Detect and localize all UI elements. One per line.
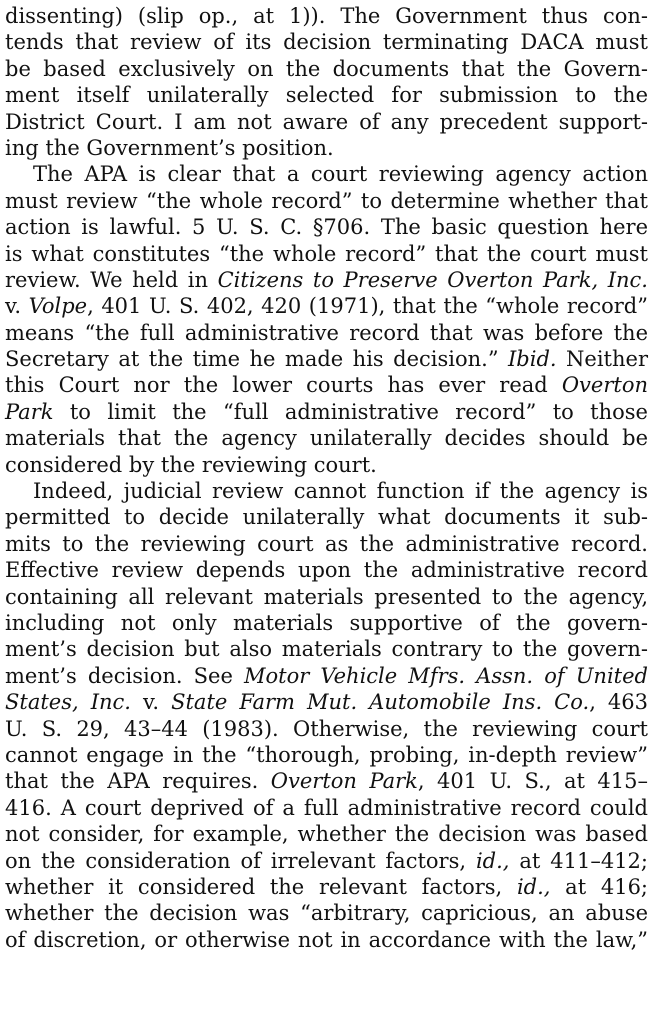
text-run: The APA is clear that a court reviewing agency action bbox=[33, 162, 648, 187]
text-line bbox=[5, 478, 648, 504]
italic-citation: State Farm Mut. Automobile Ins. Co. bbox=[171, 690, 590, 715]
text-run: , 401 U. S. 402, 420 (1971), that the “whole record” bbox=[87, 294, 648, 319]
italic-citation: id., bbox=[516, 874, 551, 899]
text-run: whether it considered the relevant factors, bbox=[5, 874, 517, 899]
text-line bbox=[5, 399, 648, 425]
text-line bbox=[5, 29, 648, 55]
text-line bbox=[5, 56, 648, 82]
text-line bbox=[5, 241, 648, 267]
text-run: materials that the agency unilaterally decides should be bbox=[5, 426, 648, 451]
italic-citation: States, Inc. bbox=[5, 690, 131, 715]
text-line bbox=[5, 293, 648, 319]
text-run: cannot engage in the “thorough, probing, in-depth review” bbox=[5, 742, 648, 767]
text-line bbox=[5, 584, 648, 610]
text-run: 416. A court deprived of a full administrative record could bbox=[5, 795, 648, 820]
text-line bbox=[5, 874, 648, 900]
italic-citation: id., bbox=[475, 848, 510, 873]
text-run: Indeed, judicial review cannot function if the agency is bbox=[33, 479, 648, 504]
text-run: Neither bbox=[556, 347, 648, 372]
text-run: whether the decision was “arbitrary, capricious, an abuse bbox=[5, 901, 648, 926]
text-line bbox=[5, 531, 648, 557]
text-line bbox=[5, 188, 648, 214]
text-run: Effective review depends upon the administrative record bbox=[5, 558, 648, 583]
text-line bbox=[5, 742, 648, 768]
document-body bbox=[5, 3, 648, 953]
italic-citation: Volpe bbox=[28, 294, 88, 319]
text-run: of discretion, or otherwise not in accordance with the law,” bbox=[5, 927, 648, 952]
text-line bbox=[5, 3, 648, 29]
text-line bbox=[5, 557, 648, 583]
text-line bbox=[5, 320, 648, 346]
text-run: this Court nor the lower courts has ever read bbox=[5, 373, 562, 398]
text-run: ment’s decision but also materials contrary to the govern- bbox=[5, 637, 648, 662]
italic-citation: Overton bbox=[561, 373, 648, 398]
text-run: tends that review of its decision terminating DACA must bbox=[5, 30, 648, 55]
text-run: at 416; bbox=[550, 874, 649, 899]
italic-citation: Overton Park bbox=[270, 769, 418, 794]
text-line bbox=[5, 425, 648, 451]
text-run: is what constitutes “the whole record” that the court must bbox=[5, 241, 648, 266]
text-line bbox=[5, 689, 648, 715]
text-line bbox=[5, 663, 648, 689]
text-run: U. S. 29, 43–44 (1983). Otherwise, the reviewing court bbox=[5, 716, 648, 741]
text-line bbox=[5, 82, 648, 108]
text-line bbox=[5, 716, 648, 742]
text-line bbox=[5, 504, 648, 530]
text-run: considered by the reviewing court. bbox=[5, 452, 377, 477]
text-run: mits to the reviewing court as the administrative record. bbox=[5, 531, 648, 556]
text-run: ment itself unilaterally selected for submission to the bbox=[5, 83, 648, 108]
text-run: on the consideration of irrelevant factors, bbox=[5, 848, 476, 873]
text-run: permitted to decide unilaterally what documents it sub- bbox=[5, 505, 648, 530]
text-run: dissenting) (slip op., at 1)). The Government thus con- bbox=[5, 4, 648, 28]
text-run: , 463 bbox=[589, 690, 648, 715]
italic-citation: Park bbox=[5, 399, 54, 424]
text-line bbox=[5, 372, 648, 398]
text-line bbox=[5, 795, 648, 821]
text-run: at 411–412; bbox=[509, 848, 648, 873]
text-line bbox=[5, 109, 648, 135]
text-run: that the APA requires. bbox=[5, 769, 271, 794]
italic-citation: Motor Vehicle Mfrs. Assn. of United bbox=[244, 663, 648, 688]
italic-citation: Ibid. bbox=[508, 347, 557, 372]
text-run: review. We held in bbox=[5, 267, 218, 292]
text-line bbox=[5, 900, 648, 926]
text-line bbox=[5, 161, 648, 187]
text-line bbox=[5, 452, 648, 478]
text-run: not consider, for example, whether the decision was based bbox=[5, 822, 648, 847]
text-run: be based exclusively on the documents that the Govern- bbox=[5, 56, 648, 81]
text-line bbox=[5, 848, 648, 874]
text-line bbox=[5, 821, 648, 847]
text-run: ing the Government’s position. bbox=[5, 135, 334, 160]
text-line bbox=[5, 927, 648, 953]
text-run: containing all relevant materials presented to the agency, bbox=[5, 584, 648, 609]
text-run: District Court. I am not aware of any precedent support- bbox=[5, 109, 648, 134]
text-line bbox=[5, 214, 648, 240]
text-run: to limit the “full administrative record” to those bbox=[53, 399, 648, 424]
text-line bbox=[5, 346, 648, 372]
italic-citation: Citizens to Preserve Overton Park, Inc. bbox=[217, 267, 648, 292]
text-run: , 401 U. S., at 415– bbox=[417, 769, 648, 794]
text-line bbox=[5, 610, 648, 636]
text-line bbox=[5, 768, 648, 794]
text-run: must review “the whole record” to determine whether that bbox=[5, 188, 648, 213]
text-run: action is lawful. 5 U. S. C. §706. The basic question here bbox=[5, 215, 648, 240]
text-run: v. bbox=[5, 294, 29, 319]
text-run: ment’s decision. See bbox=[5, 663, 245, 688]
text-run: including not only materials supportive of the govern- bbox=[5, 610, 648, 635]
text-line bbox=[5, 267, 648, 293]
text-run: v. bbox=[130, 690, 172, 715]
text-run: Secretary at the time he made his decision.” bbox=[5, 347, 509, 372]
text-run: means “the full administrative record that was before the bbox=[5, 320, 648, 345]
text-line bbox=[5, 135, 648, 161]
text-line bbox=[5, 636, 648, 662]
